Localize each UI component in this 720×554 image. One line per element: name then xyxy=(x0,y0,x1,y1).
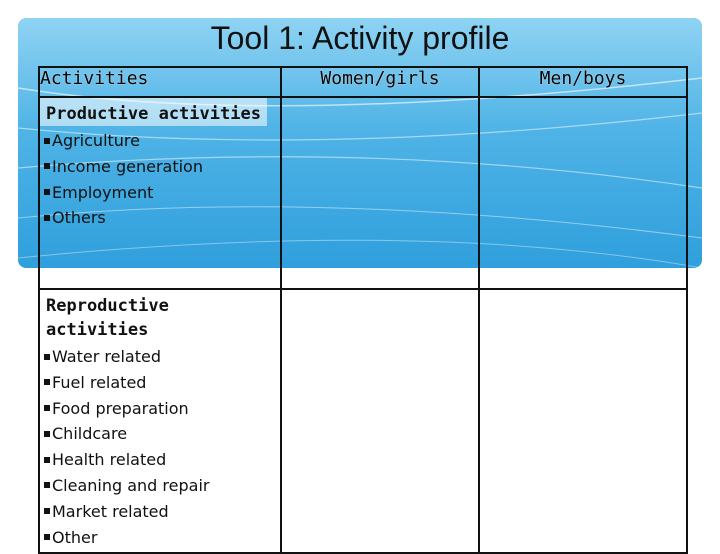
list-item: Childcare xyxy=(44,421,280,447)
header-women-girls: Women/girls xyxy=(281,67,479,97)
list-item: Income generation xyxy=(44,154,280,180)
table-header-row xyxy=(39,67,687,97)
bullet-icon xyxy=(44,508,50,514)
productive-activities-cell xyxy=(39,97,281,289)
bullet-icon xyxy=(44,189,50,195)
list-item: Fuel related xyxy=(44,370,280,396)
bullet-icon xyxy=(44,405,50,411)
women-reproductive-cell[interactable] xyxy=(281,289,479,553)
table-row xyxy=(39,97,687,289)
list-item: Employment xyxy=(44,180,280,206)
list-item: Other xyxy=(44,525,280,551)
bullet-icon xyxy=(44,138,50,144)
reproductive-activities-cell xyxy=(39,289,281,553)
bullet-icon xyxy=(44,379,50,385)
category-label: Reproductive activities xyxy=(46,296,169,340)
page-title: Tool 1: Activity profile xyxy=(210,20,510,56)
bullet-icon xyxy=(44,163,50,169)
activity-profile-table xyxy=(38,66,688,554)
list-item: Food preparation xyxy=(44,396,280,422)
category-label: Productive activities xyxy=(40,98,267,126)
table-row xyxy=(39,289,687,553)
productive-activities-list xyxy=(40,126,280,231)
bullet-icon xyxy=(44,482,50,488)
men-reproductive-cell[interactable] xyxy=(479,289,687,553)
bullet-icon xyxy=(44,431,50,437)
list-item: Market related xyxy=(44,499,280,525)
bullet-icon xyxy=(44,215,50,221)
list-item: Water related xyxy=(44,344,280,370)
reproductive-activities-list xyxy=(40,342,280,550)
list-item: Cleaning and repair xyxy=(44,473,280,499)
men-productive-cell[interactable] xyxy=(479,97,687,289)
bullet-icon xyxy=(44,354,50,360)
women-productive-cell[interactable] xyxy=(281,97,479,289)
header-activities: Activities xyxy=(39,67,281,97)
list-item: Health related xyxy=(44,447,280,473)
bullet-icon xyxy=(44,457,50,463)
list-item: Others xyxy=(44,205,280,231)
header-men-boys: Men/boys xyxy=(479,67,687,97)
list-item: Agriculture xyxy=(44,128,280,154)
bullet-icon xyxy=(44,534,50,540)
